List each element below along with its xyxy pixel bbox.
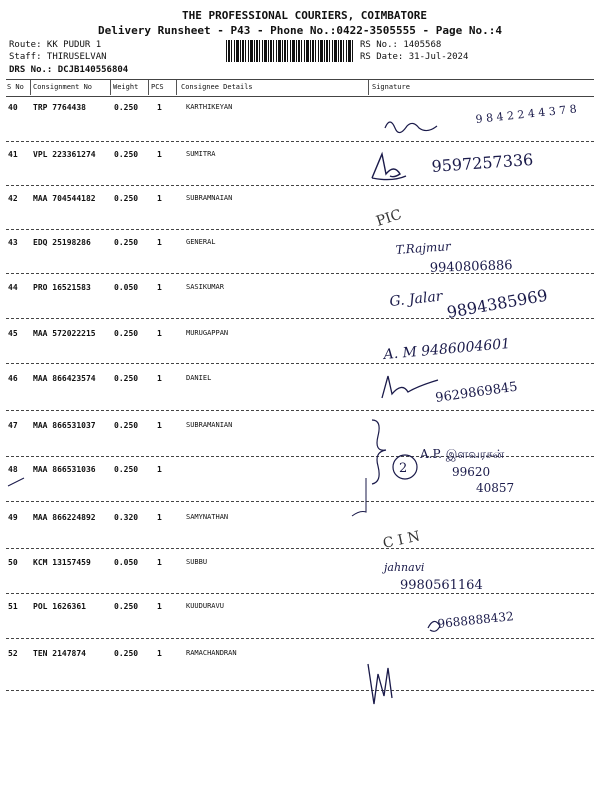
handwritten-phone: 9 8 4 2 2 4 4 3 7 8 (474, 102, 578, 126)
company-title: THE PROFESSIONAL COURIERS, COIMBATORE (182, 9, 428, 22)
sno-cell: 45 (8, 329, 18, 338)
consignee-cell: SASIKUMAR (186, 283, 224, 291)
consignment-cell: MAA 866224892 (33, 513, 96, 522)
handwritten-phone: 9597257336 (430, 149, 534, 176)
grouping-brace (372, 420, 386, 484)
weight-cell: 0.250 (114, 374, 139, 383)
sno-cell: 49 (8, 513, 18, 522)
weight-cell: 0.250 (114, 649, 139, 658)
col-header-signature: Signature (372, 83, 410, 91)
handwritten-phone: 9940806886 (429, 258, 513, 276)
bracket-mark (352, 478, 366, 516)
runsheet-subtitle: Delivery Runsheet - P43 - Phone No.:0422-3505555 - Page No.:4 (98, 24, 502, 37)
consignment-cell: TEN 2147874 (33, 649, 86, 658)
handwritten-phone: 9629869845 (434, 379, 519, 406)
weight-cell: 0.250 (114, 329, 139, 338)
col-header-consignee: Consignee Details (181, 83, 253, 91)
col-header-pcs: PCS (151, 83, 164, 91)
weight-cell: 0.250 (114, 150, 139, 159)
handwritten-initials: PIC (374, 206, 404, 230)
weight-cell: 0.320 (114, 513, 139, 522)
sno-cell: 46 (8, 374, 18, 383)
consignment-cell: PRO 16521583 (33, 283, 91, 292)
consignee-cell: MURUGAPPAN (186, 329, 229, 337)
sno-cell: 43 (8, 238, 18, 247)
consignment-cell: EDQ 25198286 (33, 238, 91, 247)
col-header-consignment: Consignment No (33, 83, 93, 91)
handwritten-phone: 9980561164 (400, 578, 483, 593)
col-header-sno: S No (7, 83, 24, 91)
consignee-cell: KARTHIKEYAN (186, 103, 233, 111)
handwritten-initials: C I N (381, 528, 422, 552)
sno-cell: 41 (8, 150, 18, 159)
pcs-cell: 1 (157, 329, 162, 338)
consignee-cell: SUMITRA (186, 150, 216, 158)
pcs-cell: 1 (157, 465, 162, 474)
sno-cell: 40 (8, 103, 18, 112)
drs-number: DRS No.: DCJB140556804 (9, 65, 129, 75)
pcs-cell: 1 (157, 602, 162, 611)
consignment-cell: KCM 13157459 (33, 558, 91, 567)
weight-cell: 0.250 (114, 103, 139, 112)
consignment-cell: POL 1626361 (33, 602, 86, 611)
pcs-cell: 1 (157, 421, 162, 430)
consignment-cell: MAA 866531037 (33, 421, 96, 430)
consignment-cell: MAA 572022215 (33, 329, 96, 338)
weight-cell: 0.050 (114, 558, 139, 567)
pcs-cell: 1 (157, 194, 162, 203)
pcs-cell: 1 (157, 374, 162, 383)
sno-cell: 44 (8, 283, 18, 292)
pcs-cell: 1 (157, 238, 162, 247)
weight-cell: 0.250 (114, 194, 139, 203)
consignment-cell: MAA 866531036 (33, 465, 96, 474)
consignment-cell: TRP 7764438 (33, 103, 86, 112)
handwritten-name: jahnavi (384, 561, 425, 574)
handwritten-phone: 9688888432 (436, 609, 515, 631)
weight-cell: 0.250 (114, 602, 139, 611)
pcs-cell: 1 (157, 150, 162, 159)
handwritten-phone: 9894385969 (445, 285, 549, 322)
consignee-cell: KUUDURAVU (186, 602, 224, 610)
route-label: Route: KK PUDUR 1 (9, 40, 102, 50)
consignee-cell: DANIEL (186, 374, 212, 382)
signature-scribble (385, 122, 437, 133)
consignee-cell: SAMYNATHAN (186, 513, 229, 521)
handwritten-name: T.Rajmur (395, 239, 452, 257)
handwritten-phone: 99620 (452, 465, 491, 479)
consignment-cell: VPL 223361274 (33, 150, 96, 159)
consignee-cell: SUBBU (186, 558, 208, 566)
sno-cell: 51 (8, 602, 18, 611)
consignee-cell: SUBRAMANIAN (186, 421, 233, 429)
pcs-cell: 1 (157, 558, 162, 567)
rs-number: RS No.: 1405568 (360, 40, 442, 50)
sno-cell: 42 (8, 194, 18, 203)
circled-number-text: 2 (399, 461, 408, 476)
pcs-cell: 1 (157, 649, 162, 658)
consignee-cell: GENERAL (186, 238, 216, 246)
handwritten-name: G. Jalar (388, 288, 444, 310)
pcs-cell: 1 (157, 283, 162, 292)
sno-cell: 47 (8, 421, 18, 430)
weight-cell: 0.250 (114, 465, 139, 474)
sno-cell: 50 (8, 558, 18, 567)
sno-cell: 52 (8, 649, 18, 658)
consignee-cell: RAMACHANDRAN (186, 649, 237, 657)
weight-cell: 0.250 (114, 421, 139, 430)
consignment-cell: MAA 866423574 (33, 374, 96, 383)
signature-scribble (382, 376, 438, 398)
pcs-cell: 1 (157, 513, 162, 522)
handwritten-sign: A. M 9486004601 (382, 335, 511, 363)
consignment-cell: MAA 704544182 (33, 194, 96, 203)
col-header-weight: Weight (113, 83, 139, 91)
handwritten-phone: 40857 (476, 481, 515, 495)
weight-cell: 0.050 (114, 283, 139, 292)
staff-label: Staff: THIRUSELVAN (9, 52, 107, 62)
weight-cell: 0.250 (114, 238, 139, 247)
signature-scribble (372, 154, 406, 180)
sno-cell: 48 (8, 465, 18, 474)
signature-scribble (368, 664, 392, 704)
rs-date: RS Date: 31-Jul-2024 (360, 52, 469, 62)
handwritten-name: A.P. இளவரசன் (420, 447, 505, 461)
margin-tick (8, 478, 24, 486)
consignee-cell: SUBRAMNAIAN (186, 194, 233, 202)
pcs-cell: 1 (157, 103, 162, 112)
